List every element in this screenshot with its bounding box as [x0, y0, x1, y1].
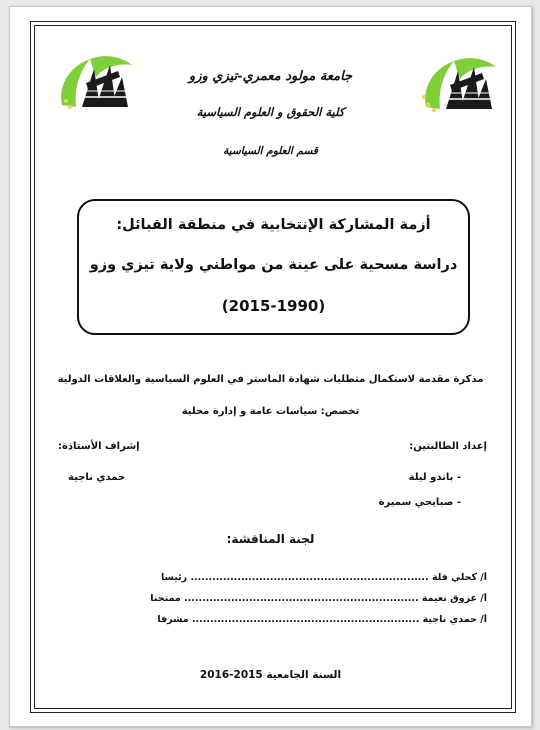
thesis-title-box: [77, 199, 470, 335]
document-page: [9, 6, 532, 727]
thesis-title-years: (2015-1990): [221, 297, 326, 315]
committee-member-3-dots: ...............................................................: [191, 614, 420, 625]
committee-member-2-name: أ/ عزوق نعيمة: [421, 593, 487, 604]
committee-member-1: [37, 572, 487, 583]
supervisor-name: حمدي ناجية: [68, 472, 126, 483]
committee-member-2-dots: .................................................................: [184, 593, 419, 604]
page-border: [30, 21, 516, 713]
thesis-title-line-2: دراسة مسحية على عينة من مواطني ولاية تيزي وزو: [89, 257, 458, 273]
committee-member-1-dots: ..................................................................: [190, 572, 429, 583]
committee-member-2-role: ممتحنا: [150, 593, 181, 604]
academic-year: السنة الجامعية 2015-2016: [199, 669, 342, 681]
university-name: جامعة مولود معمري-تيزي وزو: [188, 69, 353, 84]
committee-member-3-name: أ/ حمدي ناجية: [422, 614, 487, 625]
page-border-inner: [34, 25, 512, 709]
faculty-name: كلية الحقوق و العلوم السياسية: [196, 105, 345, 119]
student-name-2: - صبايحي سميرة: [378, 497, 461, 508]
committee-member-3: [37, 614, 487, 625]
committee-member-2: [37, 593, 487, 604]
memo-statement: مذكرة مقدمة لاستكمال متطلبات شهادة الماستر في العلوم السياسية والعلاقات الدولية: [57, 374, 484, 385]
specialization: تخصص: سياسات عامة و إدارة محلية: [181, 406, 360, 417]
committee-title: لجنة المناقشة:: [226, 532, 315, 546]
department-name: قسم العلوم السياسية: [223, 145, 318, 157]
committee-member-3-role: مشرفا: [157, 614, 189, 625]
student-name-1: - باندو ليلة: [408, 472, 461, 483]
thesis-title-line-1: أزمة المشاركة الإنتخابية في منطقة القبائل:: [116, 217, 431, 233]
committee-member-1-role: رئيسا: [160, 572, 188, 583]
supervision-label: إشراف الأستاذة:: [58, 441, 140, 452]
students-label: إعداد الطالبتين:: [409, 441, 487, 452]
committee-member-1-name: أ/ كحلي فلة: [431, 572, 487, 583]
